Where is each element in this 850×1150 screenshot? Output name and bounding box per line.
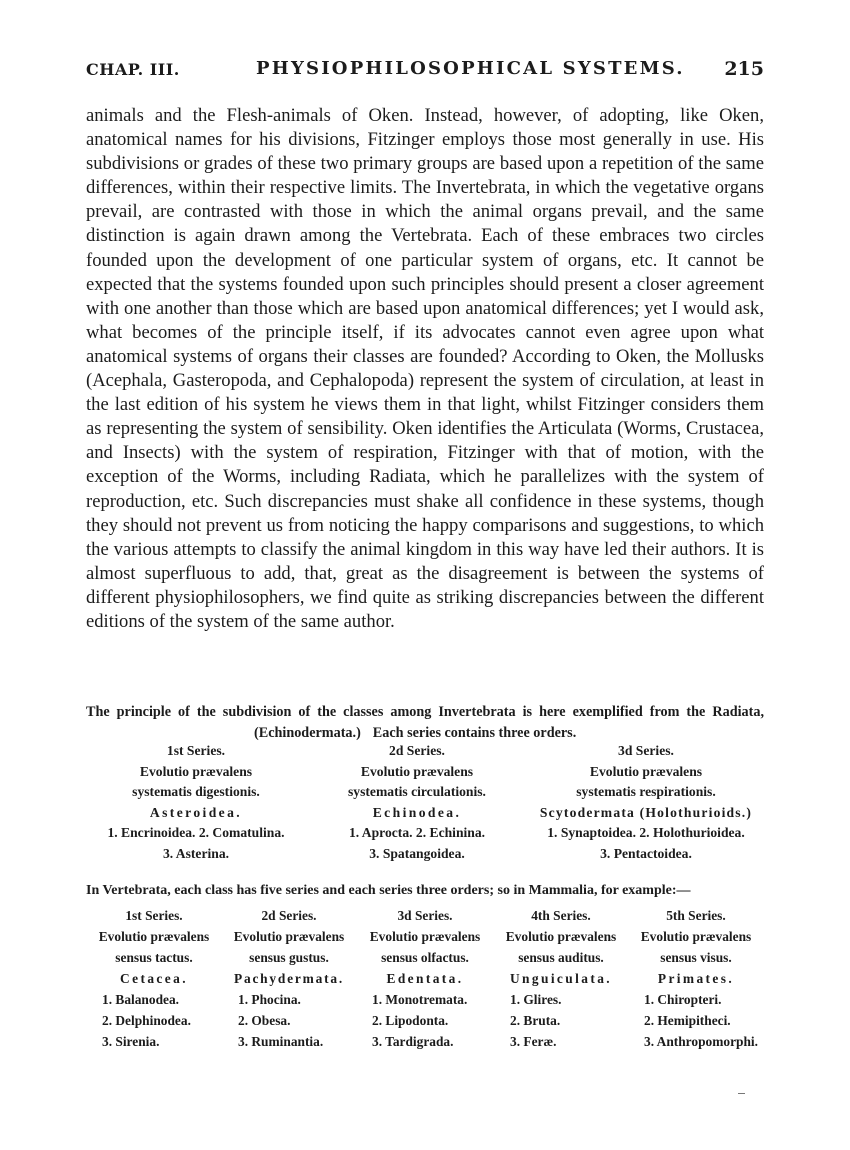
order-item: 3. Ruminantia. xyxy=(238,1034,324,1049)
system-text: systematis digestionis. xyxy=(132,784,260,799)
radiata-series-column xyxy=(528,741,764,864)
group-name: Scytodermata (Holothurioids.) xyxy=(539,804,753,820)
order-item: 1. Balanodea. xyxy=(102,992,180,1007)
orders-line: 3. Asterina. xyxy=(162,845,230,861)
group-name: Edentata. xyxy=(386,971,464,986)
series-heading: 2d Series. xyxy=(389,743,445,758)
mammalia-series-column xyxy=(356,905,494,1052)
group-name: Echinodea. xyxy=(372,804,462,820)
vertebrata-intro: In Vertebrata, each class has five series and each series three orders; so in Mammalia, for example:— xyxy=(86,883,691,898)
radiata-series-column xyxy=(306,741,528,864)
series-heading: 2d Series. xyxy=(261,908,317,923)
sense-text: sensus olfactus. xyxy=(381,950,469,965)
evolutio-text: Evolutio prævalens xyxy=(369,929,481,944)
order-item: 3. Tardigrada. xyxy=(372,1034,454,1049)
orders-line: 1. Synaptoidea. 2. Holothurioidea. xyxy=(547,825,745,840)
orders-line: 1. Aprocta. 2. Echinina. xyxy=(348,825,486,840)
group-name: Cetacea. xyxy=(120,971,188,986)
orders-line: 3. Spatangoidea. xyxy=(369,845,465,861)
radiata-series-column xyxy=(86,741,306,864)
evolutio-text: Evolutio prævalens xyxy=(139,763,253,779)
order-item: 1. Monotremata. xyxy=(372,992,468,1007)
evolutio-text: Evolutio prævalens xyxy=(640,929,752,944)
evolutio-text: Evolutio prævalens xyxy=(233,929,345,944)
orders-line: 1. Encrinoidea. 2. Comatulina. xyxy=(107,825,285,840)
evolutio-text: Evolutio prævalens xyxy=(360,763,474,779)
radiata-series-table xyxy=(86,741,764,864)
order-item: 2. Lipodonta. xyxy=(372,1013,449,1028)
mammalia-series-column xyxy=(86,905,222,1052)
system-text: systematis respirationis. xyxy=(576,784,716,799)
body-paragraph: animals and the Flesh-animals of Oken. Instead, however, of adopting, like Oken, anatomical names for his divisions, Fitzinger employs those most generally in use. His subdivisions or grades of these two primary groups are based upon a repetition of the same differences, within their respective limits. The Invertebrata, in which the vegetative organs prevail, are contrasted with those in which the animal organs prevail, and the same distinction is again drawn among the Vertebrata. Each of these embraces two circles founded upon the development of one particular system of organs, etc. It cannot be expected that the systems founded upon such principles should present a closer agreement with one another than those which are based upon anatomical differences; yet I would ask, what becomes of the principle itself, if its advocates cannot even agree upon what anatomical systems of organs their classes are founded? According to Oken, the Mollusks (Acephala, Gasteropoda, and Cephalopoda) represent the system of circulation, at least in the last edition of his system he views them in that light, whilst Fitzinger considers them as representing the system of sensibility. Oken identifies the Articulata (Worms, Crustacea, and Insects) with the system of respiration, Fitzinger with that of motion, with the exception of the Worms, including Radiata, which he parallelizes with the system of reproduction, etc. Such discrepancies must shake all confidence in these systems, though they should not prevent us from noticing the happy comparisons and suggestions, to which the various attempts to classify the animal kingdom in this way have led their authors. It is almost superfluous to add, that, great as the disagreement is between the systems of different physiophilosophers, we find quite as striking discrepancies between the different editions of the system of the same author. xyxy=(86,105,764,632)
mammalia-series-column xyxy=(628,905,764,1052)
radiata-intro-echinodermata: (Echinodermata.) xyxy=(254,725,361,741)
evolutio-text: Evolutio prævalens xyxy=(505,929,617,944)
order-item: 1. Chiropteri. xyxy=(644,992,722,1007)
system-text: systematis circulationis. xyxy=(348,784,486,799)
order-item: 2. Bruta. xyxy=(510,1013,561,1028)
evolutio-text: Evolutio prævalens xyxy=(589,763,703,779)
mammalia-series-table xyxy=(86,905,764,1052)
radiata-intro-line1: The principle of the subdivision of the classes among Invertebrata is here exemplified from the Radiata, xyxy=(86,704,764,720)
sense-text: sensus tactus. xyxy=(115,950,193,965)
order-item: 3. Anthropomorphi. xyxy=(644,1034,758,1049)
scan-speck-mark xyxy=(738,1093,745,1094)
order-item: 1. Phocina. xyxy=(238,992,301,1007)
order-item: 2. Obesa. xyxy=(238,1013,291,1028)
running-header xyxy=(86,58,764,88)
order-item: 1. Glires. xyxy=(510,992,562,1007)
group-name: Primates. xyxy=(657,971,735,986)
order-item: 2. Hemipitheci. xyxy=(644,1013,731,1028)
orders-line: 3. Pentactoidea. xyxy=(600,845,692,861)
radiata-intro-orders-note: Each series contains three orders. xyxy=(372,725,577,741)
mammalia-series-column xyxy=(494,905,628,1052)
group-name: Asteroidea. xyxy=(149,804,243,820)
order-item: 3. Feræ. xyxy=(510,1034,557,1049)
sense-text: sensus visus. xyxy=(660,950,732,965)
series-heading: 4th Series. xyxy=(531,908,591,923)
running-title: PHYSIOPHILOSOPHICAL SYSTEMS. xyxy=(256,58,685,79)
radiata-intro xyxy=(86,702,764,744)
series-heading: 1st Series. xyxy=(125,908,183,923)
mammalia-series-column xyxy=(222,905,356,1052)
sense-text: sensus auditus. xyxy=(518,950,604,965)
series-heading: 3d Series. xyxy=(618,743,674,758)
order-item: 2. Delphinodea. xyxy=(102,1013,191,1028)
group-name: Pachydermata. xyxy=(233,971,345,986)
evolutio-text: Evolutio prævalens xyxy=(98,929,210,944)
order-item: 3. Sirenia. xyxy=(102,1034,160,1049)
chapter-label: CHAP. III. xyxy=(86,60,180,79)
series-heading: 1st Series. xyxy=(166,743,226,758)
sense-text: sensus gustus. xyxy=(249,950,329,965)
body-paragraph-block xyxy=(86,104,764,634)
group-name: Unguiculata. xyxy=(509,971,613,986)
series-heading: 5th Series. xyxy=(666,908,726,923)
page-number: 215 xyxy=(724,58,764,80)
series-heading: 3d Series. xyxy=(397,908,453,923)
